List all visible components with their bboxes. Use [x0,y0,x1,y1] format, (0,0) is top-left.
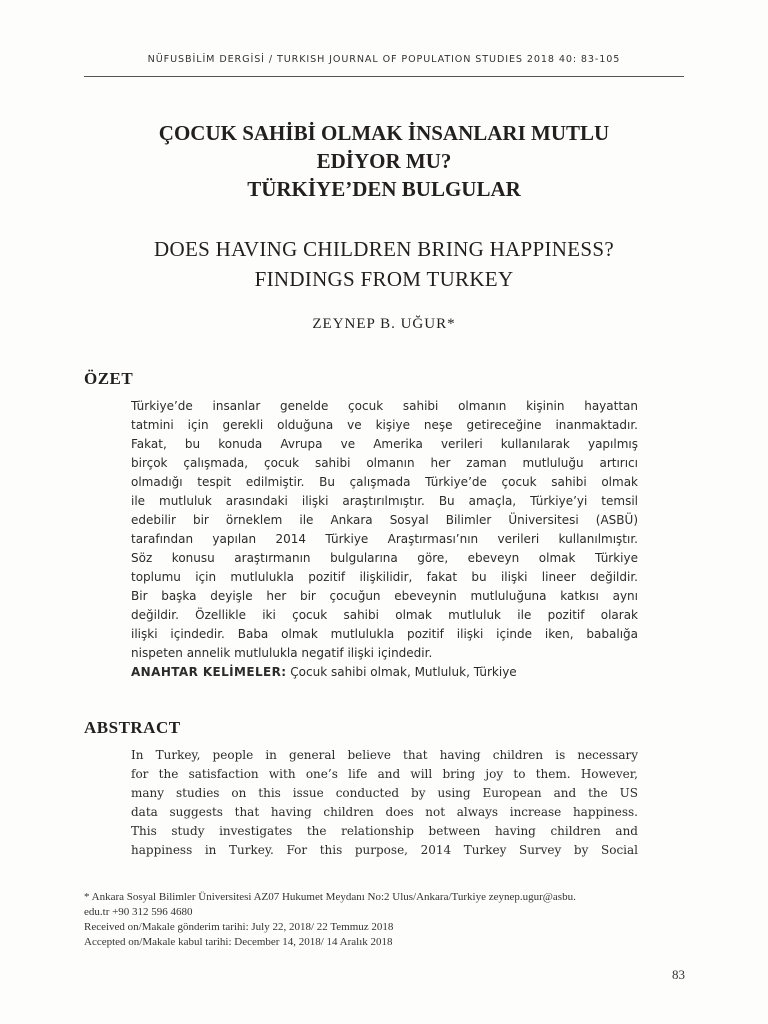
ozet-line: toplumu için mutlulukla pozitif ilişkilidir, fakat bu ilişki lineer değildir. [131,570,638,584]
ozet-line: değildir. Özellikle iki çocuk sahibi olmak mutluluk ile pozitif olarak [131,608,638,622]
title-turkish-line: ÇOCUK SAHİBİ OLMAK İNSANLARI MUTLU [158,121,610,145]
keywords [131,663,638,681]
ozet-line: nispeten annelik mutlulukla negatif ilişki içindedir. [131,646,433,660]
header-rule [84,76,684,77]
footnote-line: Accepted on/Makale kabul tarihi: December 14, 2018/ 14 Aralık 2018 [84,936,393,948]
ozet-line: birçok çalışmada, çocuk sahibi olmanın her zaman mutluluğu artırıcı [131,456,638,470]
ozet-line: Fakat, bu konuda Avrupa ve Amerika verileri kullanılarak yapılmış [131,437,638,451]
journal-header: NÜFUSBİLİM DERGİSİ / TURKISH JOURNAL OF POPULATION STUDIES 2018 40: 83-105 [147,54,621,65]
ozet-line: tatmini için gerekli olduğuna ve kişiye neşe getireceğine inanmaktadır. [131,418,638,432]
title-turkish-line: TÜRKİYE’DEN BULGULAR [247,177,521,201]
abstract-body [131,746,638,860]
title-english-line: FINDINGS FROM TURKEY [254,267,514,291]
footnote-line: Received on/Makale gönderim tarihi: July 22, 2018/ 22 Temmuz 2018 [84,921,394,933]
keywords-label: ANAHTAR KELİMELER: [131,665,287,679]
ozet-body [131,397,638,663]
ozet-heading: ÖZET [84,369,134,388]
footnotes [84,890,684,950]
abstract-line: This study investigates the relationship between having children and [131,824,638,838]
ozet-line: ile mutluluk arasındaki ilişki araştırılmıştır. Bu amaçla, Türkiye’yi temsil [131,494,638,508]
footnote-line: * Ankara Sosyal Bilimler Üniversitesi AZ07 Hukumet Meydanı No:2 Ulus/Ankara/Turkiye zeynep.ugur@asbu. [84,891,576,903]
title-english-line: DOES HAVING CHILDREN BRING HAPPINESS? [154,237,614,261]
ozet-line: Türkiye’de insanlar genelde çocuk sahibi olmanın kişinin hayattan [131,399,638,413]
ozet-line: tarafından yapılan 2014 Türkiye Araştırması’nın verileri kullanılmıştır. [131,532,638,546]
ozet-line: ilişki içindedir. Baba olmak mutlulukla pozitif ilişki içinde iken, babalığa [131,627,638,641]
author-name: ZEYNEP B. UĞUR* [312,316,456,332]
page-number: 83 [672,967,685,982]
title-english [84,234,684,294]
abstract-line: for the satisfaction with one’s life and will bring joy to them. However, [131,767,638,781]
keywords-value: Çocuk sahibi olmak, Mutluluk, Türkiye [290,665,517,679]
abstract-heading: ABSTRACT [84,718,181,737]
ozet-line: olmadığı tespit edilmiştir. Bu çalışmada Türkiye’de çocuk sahibi olmak [131,475,638,489]
footnote-line: edu.tr +90 312 596 4680 [84,906,193,918]
abstract-line: many studies on this issue conducted by using European and the US [131,786,638,800]
title-turkish-line: EDİYOR MU? [316,149,452,173]
ozet-line: Söz konusu araştırmanın bulgularına göre, ebeveyn olmak Türkiye [131,551,638,565]
title-turkish [84,119,684,203]
abstract-line: data suggests that having children does not always increase happiness. [131,805,638,819]
abstract-line: In Turkey, people in general believe that having children is necessary [131,748,638,762]
ozet-line: edebilir bir örneklem ile Ankara Sosyal Bilimler Üniversitesi (ASBÜ) [131,513,638,527]
abstract-line: happiness in Turkey. For this purpose, 2014 Turkey Survey by Social [131,843,638,857]
ozet-line: Bir başka deyişle her bir çocuğun ebeveynin mutluluğuna katkısı aynı [131,589,638,603]
